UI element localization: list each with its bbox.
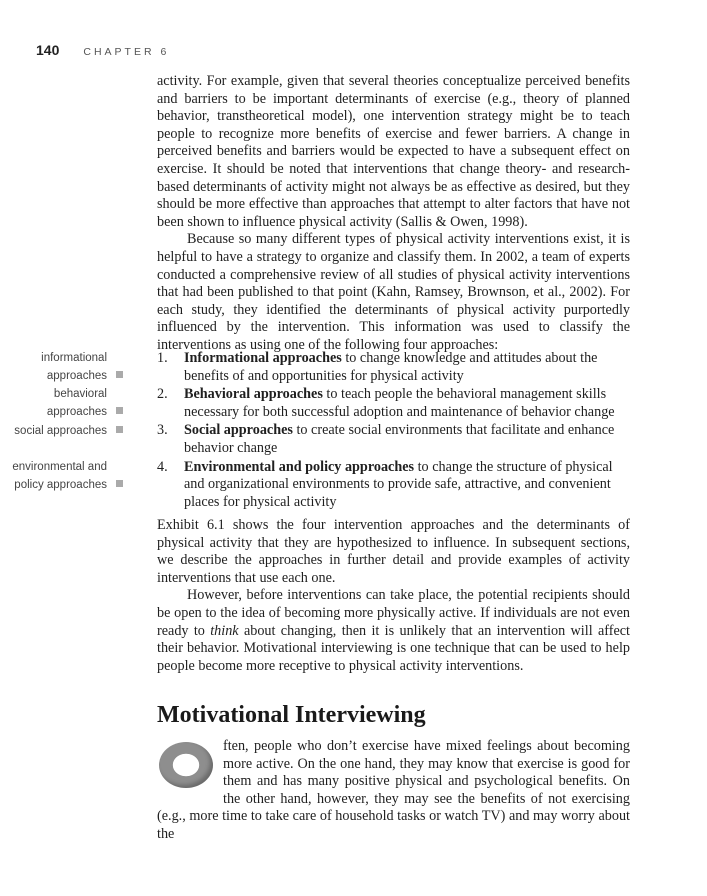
- margin-note-line: approaches: [46, 369, 107, 382]
- square-bullet-icon: [116, 371, 123, 378]
- paragraph-1: activity. For example, given that several theories conceptualize perceived benefits and barriers to be important determinants of exercise (e.g., theory of planned behavior, transtheoretical model), one intervention strategy might be to teach people to recognize more benefits of exercise and fewer barriers. A change in perceived benefits and barriers would be expected to have a subsequent effect on exercise. It should be noted that interventions that change theory- and research-based determinants of activity might not always be as effective as desired, but they should be more effective than approaches that attempt to alter factors that have not been shown to influence physical activity (Sallis & Owen, 1998).: [157, 73, 630, 230]
- margin-note-line: informational: [41, 352, 107, 364]
- list-item-term: Environmental and policy approaches: [184, 458, 415, 475]
- margin-note-informational: [41, 350, 123, 385]
- list-item: [157, 422, 630, 457]
- list-number: 3.: [157, 422, 168, 439]
- section-opening-paragraph: [157, 738, 630, 844]
- margin-note-line: approaches: [46, 405, 107, 418]
- paragraph-4-part: about changing, then it is unlikely that an intervention will affect their behavior. Motivational interviewing is one technique that can be used to help people become more receptive to physical activity interventions.: [157, 622, 630, 674]
- section-opening-text: ften, people who don’t exercise have mixed feelings about becoming more active. On the one hand, they may know that exercise is good for them and has many positive physical and psychological benefits. On the other hand, however, they may see the benefits of not exercising (e.g., more time to take care of household tasks or watch TV) and may worry about the: [157, 738, 630, 842]
- margin-note-line: behavioral: [53, 388, 107, 400]
- list-item-term: Behavioral approaches: [184, 386, 323, 403]
- list-item-term: Social approaches: [184, 422, 293, 439]
- list-number: 2.: [157, 386, 168, 403]
- margin-note-behavioral: [47, 386, 123, 421]
- list-item-term: Informational approaches: [184, 350, 342, 366]
- square-bullet-icon: [116, 480, 123, 487]
- list-number: 1.: [157, 350, 168, 366]
- margin-note-line: environmental and: [12, 461, 107, 473]
- margin-note-environmental: [12, 459, 123, 494]
- page-number: 140: [36, 42, 60, 58]
- list-item-text: to change the structure of physical and organizational environments to provide safe, attractive, and convenient places for physical activity: [184, 458, 613, 510]
- running-head: [36, 42, 169, 62]
- approaches-list-container: [157, 350, 630, 512]
- drop-cap-o: [157, 740, 217, 792]
- paragraph-3: Exhibit 6.1 shows the four intervention approaches and the determinants of physical activity that they are hypothesized to influence. In subsequent sections, we describe the approaches in further detail and provide examples of activity interventions that use each one.: [157, 517, 630, 586]
- emphasis-think: think: [210, 622, 239, 639]
- section-heading: Motivational Interviewing: [157, 702, 426, 728]
- list-item-text: to create social environments that facilitate and enhance behavior change: [184, 422, 615, 456]
- body-text-bottom: [157, 517, 630, 675]
- paragraph-4-part: However, before interventions can take place, the potential recipients should be open to the idea of becoming more physically active. If individuals are not even ready to: [157, 587, 630, 639]
- chapter-label: CHAPTER 6: [83, 46, 170, 58]
- margin-note-social: [14, 423, 123, 441]
- paragraph-2: Because so many different types of physical activity interventions exist, it is helpful to have a strategy to organize and classify them. In 2002, a team of experts conducted a comprehensive review of all studies of physical activity interventions that had been published to that point (Kahn, Ramsey, Brownson, et al., 2002). For each study, they identified the determinants of physical activity purportedly influenced by the intervention. This information was used to classify the interventions as using one of the following four approaches:: [157, 231, 630, 353]
- paragraph-4: [157, 587, 630, 675]
- list-item-text: to teach people the behavioral management skills necessary for both successful adoption and maintenance of behavior change: [184, 386, 615, 420]
- approaches-list: [157, 350, 630, 511]
- square-bullet-icon: [116, 426, 123, 433]
- list-item-text: to change knowledge and attitudes about the benefits of and opportunities for physical activity: [184, 350, 598, 384]
- list-item: [157, 459, 630, 512]
- list-number: 4.: [157, 458, 168, 475]
- body-text-top: [157, 73, 630, 355]
- margin-note-line: policy approaches: [14, 478, 107, 491]
- list-item: [157, 350, 630, 385]
- list-item: [157, 386, 630, 421]
- square-bullet-icon: [116, 407, 123, 414]
- margin-note-line: social approaches: [14, 425, 107, 437]
